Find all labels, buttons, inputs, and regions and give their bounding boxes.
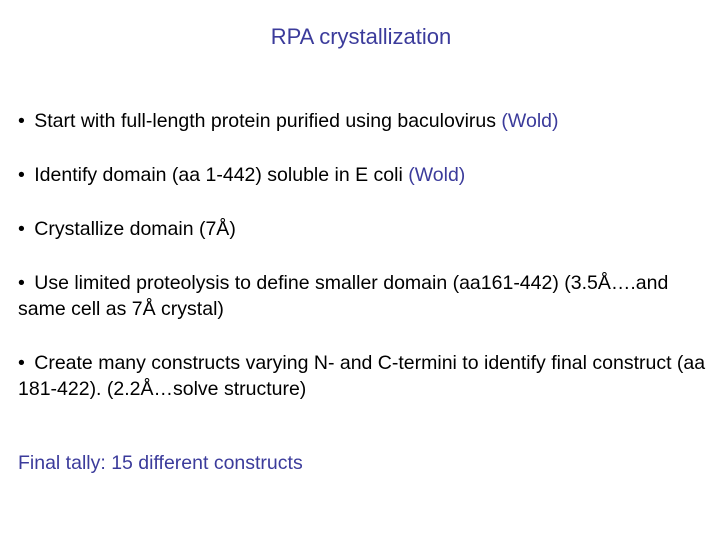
bullet-marker: • xyxy=(18,110,25,132)
bullet-marker: • xyxy=(18,164,25,186)
bullet-marker: • xyxy=(18,218,25,240)
bullet-marker: • xyxy=(18,352,25,374)
slide-title: RPA crystallization xyxy=(270,24,452,49)
bullet-text: Crystallize domain (7Å) xyxy=(34,218,236,240)
bullet-text: Create many constructs varying N- and C-termini to identify final construct (aa 181-422). (2.2Å…solve structure) xyxy=(18,352,706,400)
final-tally: Final tally: 15 different constructs xyxy=(18,452,303,474)
bullet-item xyxy=(18,270,708,322)
bullet-reference: (Wold) xyxy=(501,110,559,132)
bullet-marker: • xyxy=(18,272,25,294)
bullet-item xyxy=(18,162,708,188)
bullet-text: Identify domain (aa 1-442) soluble in E coli xyxy=(34,164,403,186)
bullet-reference: (Wold) xyxy=(408,164,466,186)
bullet-text: Start with full-length protein purified using baculovirus xyxy=(34,110,496,132)
bullet-item xyxy=(18,216,708,242)
bullet-item xyxy=(18,108,708,134)
bullet-item xyxy=(18,350,708,402)
bullet-list xyxy=(18,108,708,430)
bullet-text: Use limited proteolysis to define smaller domain (aa161-442) (3.5Å….and same cell as 7Å crystal) xyxy=(18,272,669,320)
